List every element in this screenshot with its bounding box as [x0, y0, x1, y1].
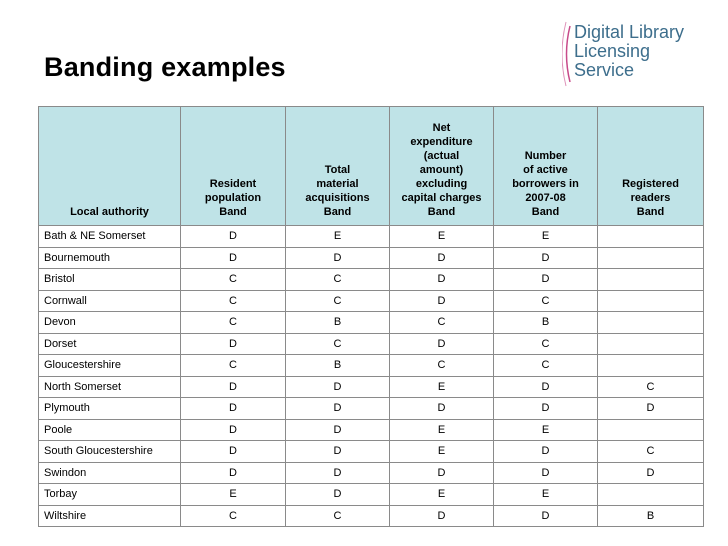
- header-line: Total: [324, 164, 351, 176]
- table-row: [39, 355, 704, 377]
- band-cell: D: [181, 376, 286, 398]
- band-cell: D: [181, 441, 286, 463]
- logo-line: Service: [574, 60, 635, 80]
- band-cell: C: [598, 441, 704, 463]
- band-cell: D: [390, 333, 494, 355]
- band-cell: C: [598, 376, 704, 398]
- authority-name-cell: Wiltshire: [39, 505, 181, 527]
- banding-table: [38, 106, 704, 527]
- band-cell: [598, 484, 704, 506]
- authority-name-cell: South Gloucestershire: [39, 441, 181, 463]
- table-row: [39, 376, 704, 398]
- band-cell: C: [494, 355, 598, 377]
- header-line: Band: [323, 206, 352, 218]
- header-line: of active: [523, 164, 568, 176]
- band-cell: D: [286, 376, 390, 398]
- band-cell: B: [286, 312, 390, 334]
- header-line: Resident: [209, 178, 257, 190]
- header-line: borrowers in: [512, 178, 579, 190]
- table-body: [39, 226, 704, 527]
- authority-name-cell: Dorset: [39, 333, 181, 355]
- table-row: [39, 333, 704, 355]
- header-line: material: [316, 178, 359, 190]
- band-cell: C: [286, 290, 390, 312]
- logo-text: [574, 23, 684, 80]
- band-cell: C: [181, 312, 286, 334]
- band-cell: B: [598, 505, 704, 527]
- dls-logo: [562, 20, 712, 90]
- band-cell: D: [181, 419, 286, 441]
- band-cell: D: [286, 441, 390, 463]
- header-active-borrowers: [494, 107, 598, 226]
- page-title: Banding examples: [44, 52, 286, 82]
- band-cell: D: [390, 269, 494, 291]
- table-row: [39, 247, 704, 269]
- band-cell: D: [286, 398, 390, 420]
- authority-name-cell: Gloucestershire: [39, 355, 181, 377]
- authority-name-cell: Bournemouth: [39, 247, 181, 269]
- band-cell: E: [181, 484, 286, 506]
- band-cell: C: [181, 355, 286, 377]
- band-cell: E: [494, 484, 598, 506]
- band-cell: C: [390, 312, 494, 334]
- band-cell: D: [598, 398, 704, 420]
- band-cell: D: [181, 333, 286, 355]
- band-cell: D: [390, 505, 494, 527]
- table-row: [39, 312, 704, 334]
- table-row: [39, 290, 704, 312]
- banding-table-container: [38, 106, 703, 527]
- band-cell: C: [286, 333, 390, 355]
- band-cell: E: [390, 484, 494, 506]
- band-cell: D: [286, 462, 390, 484]
- band-cell: [598, 290, 704, 312]
- table-row: [39, 419, 704, 441]
- header-line: acquisitions: [305, 192, 370, 204]
- table-header-row: [39, 107, 704, 226]
- band-cell: E: [390, 441, 494, 463]
- logo-line: Digital Library: [574, 22, 685, 42]
- authority-name-cell: Bath & NE Somerset: [39, 226, 181, 248]
- authority-name-cell: North Somerset: [39, 376, 181, 398]
- header-line: Registered: [622, 178, 679, 190]
- band-cell: E: [494, 419, 598, 441]
- band-cell: D: [181, 226, 286, 248]
- table-row: [39, 484, 704, 506]
- band-cell: D: [390, 290, 494, 312]
- table-row: [39, 269, 704, 291]
- band-cell: D: [181, 247, 286, 269]
- band-cell: D: [390, 398, 494, 420]
- header-line: Net: [432, 122, 451, 134]
- header-line: Band: [427, 206, 456, 218]
- band-cell: [598, 333, 704, 355]
- band-cell: D: [494, 441, 598, 463]
- band-cell: D: [181, 398, 286, 420]
- table-row: [39, 398, 704, 420]
- header-line: (actual: [423, 150, 460, 162]
- header-line: Number: [524, 150, 567, 162]
- band-cell: D: [286, 484, 390, 506]
- band-cell: [598, 247, 704, 269]
- band-cell: C: [181, 290, 286, 312]
- band-cell: D: [494, 269, 598, 291]
- band-cell: C: [494, 333, 598, 355]
- band-cell: D: [494, 462, 598, 484]
- band-cell: B: [494, 312, 598, 334]
- band-cell: D: [494, 505, 598, 527]
- band-cell: C: [181, 269, 286, 291]
- band-cell: E: [286, 226, 390, 248]
- authority-name-cell: Torbay: [39, 484, 181, 506]
- header-line: population: [204, 192, 262, 204]
- header-line: 2007-08: [525, 192, 566, 204]
- band-cell: E: [494, 226, 598, 248]
- band-cell: D: [598, 462, 704, 484]
- header-line: amount): [419, 164, 464, 176]
- authority-name-cell: Plymouth: [39, 398, 181, 420]
- logo-line: Licensing: [574, 41, 651, 61]
- band-cell: [598, 226, 704, 248]
- authority-name-cell: Poole: [39, 419, 181, 441]
- band-cell: E: [390, 419, 494, 441]
- band-cell: C: [390, 355, 494, 377]
- header-total-material-acquisitions: [286, 107, 390, 226]
- authority-name-cell: Cornwall: [39, 290, 181, 312]
- header-line: capital charges: [401, 192, 482, 204]
- table-row: [39, 441, 704, 463]
- authority-name-cell: Bristol: [39, 269, 181, 291]
- authority-name-cell: Devon: [39, 312, 181, 334]
- band-cell: [598, 419, 704, 441]
- band-cell: D: [390, 247, 494, 269]
- band-cell: D: [181, 462, 286, 484]
- band-cell: D: [286, 419, 390, 441]
- band-cell: [598, 355, 704, 377]
- band-cell: [598, 312, 704, 334]
- header-line: Band: [531, 206, 560, 218]
- table-row: [39, 462, 704, 484]
- band-cell: D: [494, 247, 598, 269]
- band-cell: D: [390, 462, 494, 484]
- band-cell: D: [494, 376, 598, 398]
- header-local-authority: [39, 107, 181, 226]
- band-cell: [598, 269, 704, 291]
- header-line: excluding: [415, 178, 468, 190]
- header-line: Band: [636, 206, 665, 218]
- table-row: [39, 505, 704, 527]
- header-line: readers: [630, 192, 671, 204]
- header-line: Local authority: [70, 206, 149, 218]
- band-cell: C: [181, 505, 286, 527]
- band-cell: C: [286, 269, 390, 291]
- band-cell: B: [286, 355, 390, 377]
- header-net-expenditure: [390, 107, 494, 226]
- band-cell: C: [286, 505, 390, 527]
- band-cell: E: [390, 226, 494, 248]
- band-cell: D: [494, 398, 598, 420]
- authority-name-cell: Swindon: [39, 462, 181, 484]
- header-line: Band: [219, 206, 247, 218]
- header-line: expenditure: [410, 136, 473, 148]
- header-resident-population: [181, 107, 286, 226]
- table-row: [39, 226, 704, 248]
- band-cell: E: [390, 376, 494, 398]
- band-cell: C: [494, 290, 598, 312]
- header-registered-readers: [598, 107, 704, 226]
- band-cell: D: [286, 247, 390, 269]
